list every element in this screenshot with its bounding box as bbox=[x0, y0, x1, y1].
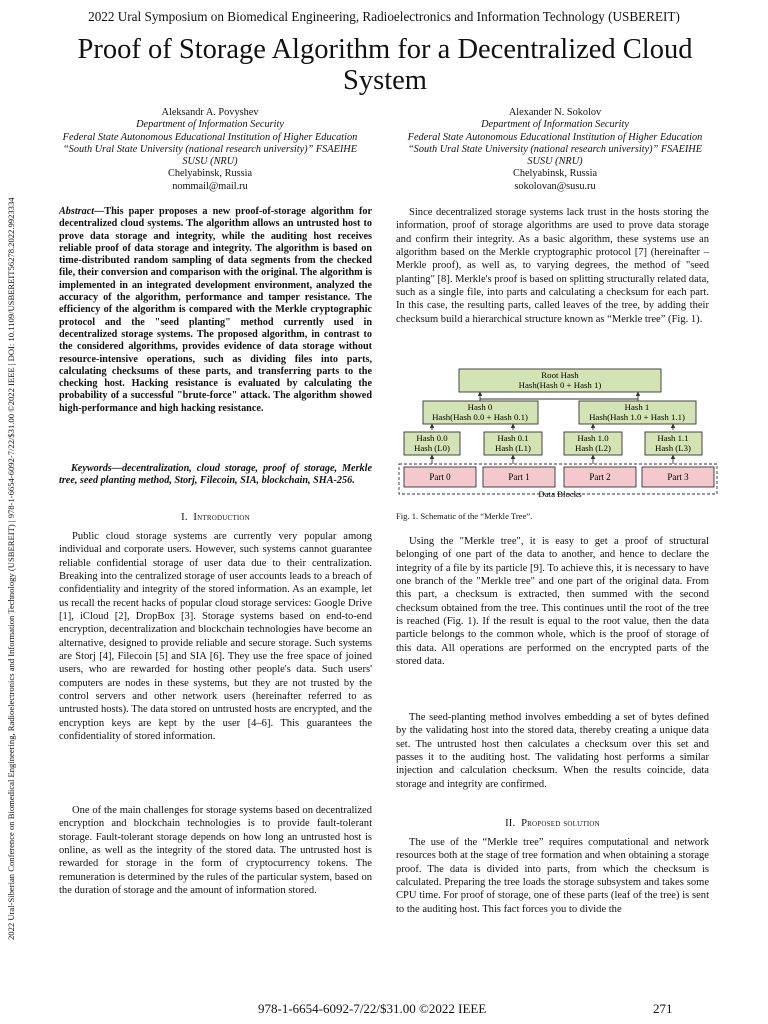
leaf-hash-node bbox=[564, 432, 622, 455]
leaf-hash-node bbox=[484, 432, 542, 455]
leaf-hash-label: Hash 0.1 bbox=[497, 433, 529, 443]
leaf-hash-label: Hash 1.0 bbox=[577, 433, 609, 443]
leaf-hash-label: Hash 0.0 bbox=[416, 433, 448, 443]
keywords: Keywords—decentralization, cloud storage, proof of storage, Merkle tree, seed planting method, Storj, Filecoin, SIA, blockchain, SHA-256. bbox=[59, 463, 372, 487]
data-part-label: Part 3 bbox=[667, 472, 689, 482]
author-affiliation: Federal State Autonomous Educational Institution of Higher Education “South Ural State University (national research university)” FSAEIHE SUSU (NRU) bbox=[62, 131, 358, 168]
leaf-hash-formula: Hash (L2) bbox=[575, 443, 611, 453]
author-block-2 bbox=[395, 107, 715, 193]
author-city: Chelyabinsk, Russia bbox=[167, 168, 253, 180]
root-hash-formula: Hash(Hash 0 + Hash 1) bbox=[518, 380, 602, 390]
section-title: Introduction bbox=[193, 512, 250, 523]
data-part bbox=[642, 467, 714, 487]
section-numeral: I. bbox=[181, 512, 188, 523]
abstract-lead: Abstract— bbox=[59, 206, 105, 217]
data-part-label: Part 2 bbox=[589, 472, 611, 482]
author-email: sokolovan@susu.ru bbox=[514, 180, 596, 192]
author-affiliation: Federal State Autonomous Educational Institution of Higher Education “South Ural State University (national research university)” FSAEIHE SUSU (NRU) bbox=[407, 131, 703, 168]
leaf-hash-node bbox=[404, 432, 460, 455]
author-city: Chelyabinsk, Russia bbox=[512, 168, 598, 180]
author-department: Department of Information Security bbox=[481, 119, 629, 131]
section-numeral: II. bbox=[505, 818, 516, 829]
right-paragraph-1: Since decentralized storage systems lack trust in the hosts storing the information, proof of storage algorithms are used to prove data storage and confirm their integrity. As a basic algorithm, these systems use an algorithm based on the Merkle cryptographic protocol [7] (hereinafter – Merkle proof), as well as, to varying degrees, the method of "seed planting" [8]. Merkle's proof is based on splitting structurally related data, such as a single file, into parts and calculating a checksum for each part. In this case, the resulting parts, called leaves of the tree, by adding their checksum build a hierarchical structure known as “Merkle tree” (Fig. 1). bbox=[396, 207, 709, 325]
leaf-hash-node bbox=[645, 432, 702, 455]
leaf-hash-formula: Hash (L3) bbox=[655, 443, 691, 453]
abstract bbox=[59, 206, 372, 415]
right-paragraph-2: Using the "Merkle tree", it is easy to get a proof of structural belonging of one part of the data to another, and hence to declare the integrity of a file by its particle [9]. To achieve this, it is necessary to have one branch of the "Merkle tree" and one part of the original data. From this part, a checksum is extracted, then summed with the second checksum obtained from the tree. This continues until the root of the tree is reached (Fig. 1). If the result is equal to the root value, then the data particle belongs to the common whole, which is the proof of storage of this data. All operations are performed on the encrypted parts of the stored data. bbox=[396, 536, 709, 668]
data-part bbox=[404, 467, 476, 487]
hash-0-label: Hash 0 bbox=[467, 402, 493, 412]
section-heading-proposed-solution bbox=[396, 818, 709, 829]
leaf-hash-label: Hash 1.1 bbox=[657, 433, 689, 443]
hash-1-node bbox=[579, 401, 696, 424]
hash-0-node bbox=[423, 401, 538, 424]
leaf-hash-formula: Hash (L1) bbox=[495, 443, 531, 453]
root-hash-node bbox=[459, 369, 661, 392]
author-department: Department of Information Security bbox=[136, 119, 284, 131]
footer-copyright: 978-1-6654-6092-7/22/$31.00 ©2022 IEEE bbox=[258, 1001, 487, 1016]
section-title: Proposed solution bbox=[521, 818, 600, 829]
hash-1-formula: Hash(Hash 1.0 + Hash 1.1) bbox=[589, 412, 685, 422]
data-part bbox=[564, 467, 636, 487]
section-heading-introduction bbox=[59, 512, 372, 523]
abstract-text: This paper proposes a new proof-of-storage algorithm for decentralized cloud systems. The algorithm allows an untrusted host to prove data storage and integrity, while the auditing host receives reliable proof of data storage and integrity. The algorithm is based on time-distributed random sampling of data segments from the checked file, their conversion and comparison with the original. The algorithm is implemented in an integrated development environment, analyzed the accuracy of the algorithm, performance and tamper resistance. The efficiency of the algorithm is compared with the Merkle cryptographic protocol and the "seed planting" method currently used in decentralized storage systems. The proposed algorithm, in contrast to the considered algorithms, provides evidence of data storage without resource-intensive operations, such as dividing files into parts, calculating checksums of these parts, and transferring parts to the checking host. Hacking resistance is evaluated by calculating the probability of a successful "brute-force" attack. The algorithm showed high-performance and high hacking resistance. bbox=[59, 206, 372, 414]
data-part bbox=[483, 467, 555, 487]
right-paragraph-4: The use of the “Merkle tree” requires computational and network resources both at the stage of tree formation and when obtaining a storage proof. The data is divided into parts, from which the checksum is calculated. Preparing the tree loads the storage subsystem and takes some CPU time. For proof of storage, one of these parts (leaf of the tree) is sent to the auditing host. This fact forces you to divide the bbox=[396, 837, 709, 915]
root-hash-label: Root Hash bbox=[541, 370, 579, 380]
hash-1-label: Hash 1 bbox=[624, 402, 650, 412]
author-block-1 bbox=[50, 107, 370, 193]
side-doi-note: 2022 Ural-Siberian Conference on Biomedical Engineering, Radioelectronics and Information Technology (USBEREIT) | 978-1-6654-6092-7/22/$31.00 ©2022 IEEE | DOI: 10.1109/USBEREIT56278.2022.9923334 bbox=[6, 197, 16, 940]
data-blocks-label: Data Blocks bbox=[538, 489, 582, 499]
figure-caption: Fig. 1. Schematic of the “Merkle Tree”. bbox=[396, 511, 533, 521]
intro-paragraph-2: One of the main challenges for storage systems based on decentralized encryption and blockchain technologies is to provide fault-tolerant storage. Fault-tolerant storage depends on how long an untrusted host is online, as well as the integrity of the stored data. The untrusted host is rewarded for storage in the form of cryptocurrency tokens. The remuneration is determined by the rules of the particular system, based on the duration of storage and the amount of information stored. bbox=[59, 805, 372, 897]
merkle-tree-figure bbox=[396, 368, 720, 500]
data-part-label: Part 1 bbox=[508, 472, 530, 482]
right-paragraph-3: The seed-planting method involves embedding a set of bytes defined by the validating host into the stored data, thereby creating a unique data set. The untrusted host then calculates a checksum over this set and passes it to the auditing host. The validating host performs a similar injection and calculation checksum. When the results coincide, data storage and integrity are confirmed. bbox=[396, 712, 709, 790]
author-name: Alexander N. Sokolov bbox=[508, 107, 602, 118]
hash-0-formula: Hash(Hash 0.0 + Hash 0.1) bbox=[432, 412, 528, 422]
author-email: nommail@mail.ru bbox=[172, 180, 248, 192]
leaf-hash-formula: Hash (L0) bbox=[414, 443, 450, 453]
page-number: 271 bbox=[653, 1001, 673, 1016]
paper-title: Proof of Storage Algorithm for a Decentralized Cloud System bbox=[77, 34, 693, 96]
data-part-label: Part 0 bbox=[429, 472, 451, 482]
author-name: Aleksandr A. Povyshev bbox=[161, 107, 259, 118]
conference-header: 2022 Ural Symposium on Biomedical Engineering, Radioelectronics and Information Technology (USBEREIT) bbox=[88, 9, 680, 24]
intro-paragraph-1: Public cloud storage systems are currently very popular among individual and corporate users. However, such systems cannot guarantee reliable confidential storage of user data due to their centralization. Breaking into the centralized storage of user accounts leads to a breach of confidentiality and integrity of the stored information. As an example, let us recall the recent hacks of popular cloud storage services: Google Drive [1], iCloud [2], DropBox [3]. Storage systems based on end-to-end encryption, decentralization and blockchain technologies have become an alternative, designed to provide reliable and secure storage. Such systems are Storj [4], Filecoin [5] and SIA [6]. They use the free space of joined users, who are rewarded for hosting other people's data. Such users' computers are nodes in these systems, but they are not trusted by the control servers and other network users (hereinafter referred to as untrusted hosts). The data stored on untrusted hosts are encrypted, and the encryption keys are kept by the user [4–6]. This guarantees the confidentiality of stored information. bbox=[59, 531, 372, 743]
